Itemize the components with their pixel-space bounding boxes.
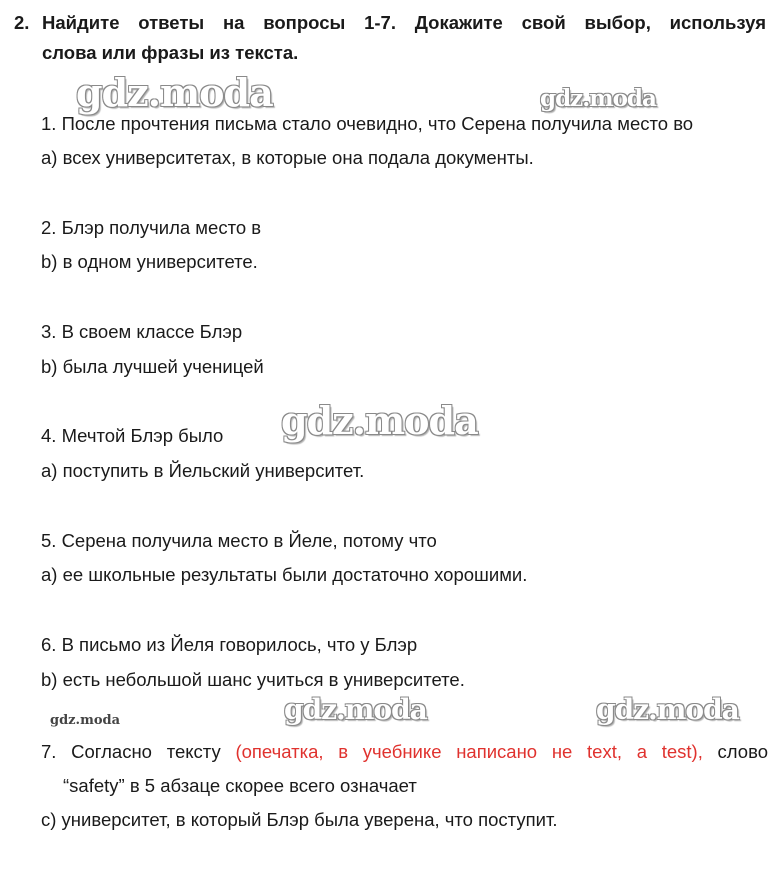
question-7-prefix: 7. Согласно тексту — [41, 741, 236, 762]
watermark: gdz.moda — [596, 693, 739, 726]
watermark: gdz.moda — [76, 70, 273, 115]
task-heading — [14, 8, 766, 68]
answer-6: b) есть небольшой шанс учиться в университете. — [41, 669, 465, 690]
answer-4: a) поступить в Йельский университет. — [41, 460, 365, 481]
question-6: 6. В письмо из Йеля говорилось, что у Блэр — [41, 634, 418, 655]
typo-note: (опечатка, в учебнике написано не text, а test), — [235, 741, 703, 762]
answer-5: a) ее школьные результаты были достаточно хорошими. — [41, 564, 528, 585]
question-5: 5. Серена получила место в Йеле, потому что — [41, 530, 437, 551]
watermark: gdz.moda — [284, 693, 427, 726]
question-7-line-1 — [41, 735, 768, 769]
question-7 — [41, 735, 768, 837]
question-2: 2. Блэр получила место в — [41, 217, 262, 238]
task-number: 2. — [14, 12, 30, 33]
answer-3: b) была лучшей ученицей — [41, 356, 264, 377]
question-7-suffix: слово — [702, 741, 769, 762]
answer-7: c) университет, в который Блэр была уверена, что поступит. — [41, 809, 558, 830]
question-1: 1. После прочтения письма стало очевидно, что Серена получила место во — [41, 113, 694, 134]
task-heading-line-1: Найдите ответы на вопросы 1-7. Докажите свой выбор, используя — [42, 12, 766, 33]
question-3: 3. В своем классе Блэр — [41, 321, 243, 342]
watermark: gdz.moda — [50, 713, 121, 728]
question-4: 4. Мечтой Блэр было — [41, 425, 224, 446]
task-heading-line-2: слова или фразы из текста. — [42, 42, 299, 63]
answer-2: b) в одном университете. — [41, 251, 258, 272]
question-7-line-2: “safety” в 5 абзаце скорее всего означает — [63, 775, 417, 796]
watermark: gdz.moda — [540, 85, 656, 112]
answer-1: a) всех университетах, в которые она подала документы. — [41, 147, 534, 168]
watermark: gdz.moda — [281, 398, 478, 443]
